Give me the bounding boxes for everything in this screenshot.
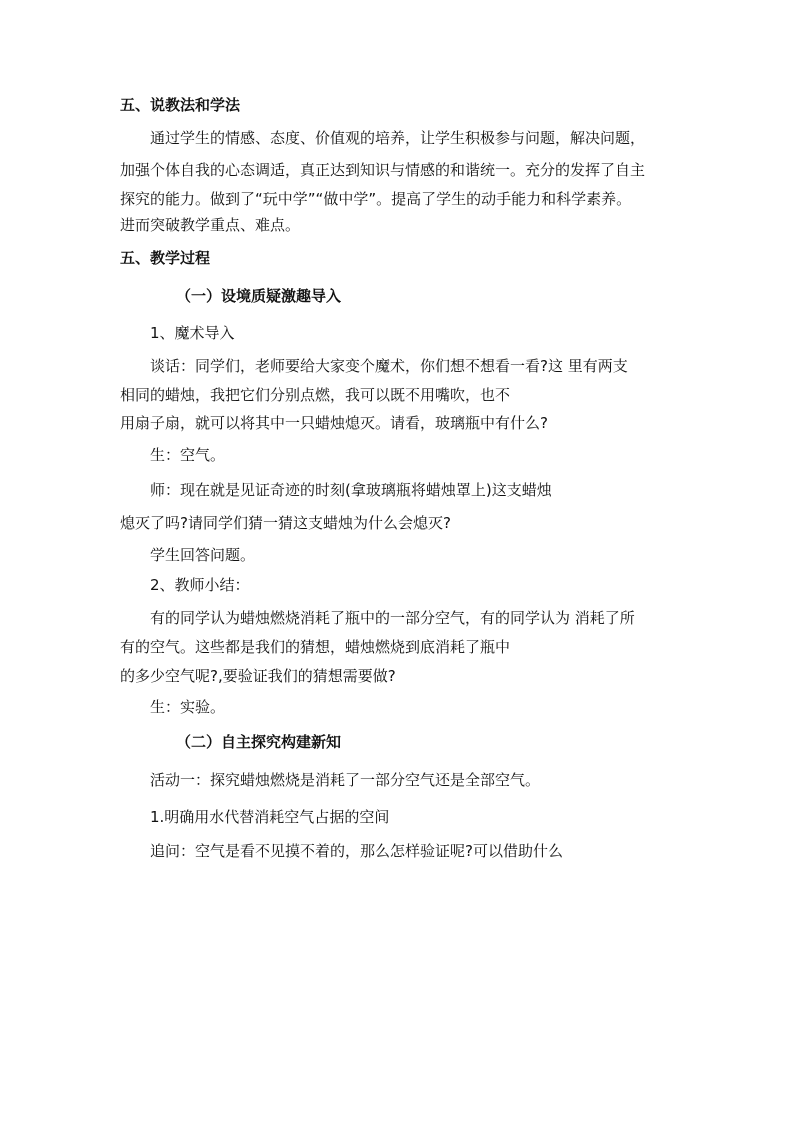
step-1: 1.明确用水代替消耗空气占据的空间 [150,808,390,826]
activity-1: 活动一：探究蜡烛燃烧是消耗了一部分空气还是全部空气。 [150,771,541,789]
method-para-line-3: 探究的能力。做到了“玩中学”“做中学”。提高了学生的动手能力和科学素养。 [120,190,632,208]
talk-line-2: 相同的蜡烛，我把它们分别点燃，我可以既不用嘴吹，也不 [120,386,511,404]
student-answer: 学生回答问题。 [150,546,256,564]
teacher-line-2: 熄灭了吗?请同学们猜一猜这支蜡烛为什么会熄灭? [120,514,451,532]
method-para-line-1: 通过学生的情感、态度、价值观的培养，让学生积极参与问题，解决问题， [150,129,646,147]
student-reply-air: 生：空气。 [150,446,226,464]
section-2-title: （二）自主探究构建新知 [176,733,342,751]
summary-line-3: 的多少空气呢?,要验证我们的猜想需要做? [120,667,396,685]
item-2-title: 2、教师小结： [150,576,250,594]
student-reply-experiment: 生：实验。 [150,698,226,716]
summary-line-1: 有的同学认为蜡烛燃烧消耗了瓶中的一部分空气，有的同学认为 消耗了所 [150,609,635,627]
item-1-title: 1、魔术导入 [150,324,235,342]
followup-question: 追问：空气是看不见摸不着的，那么怎样验证呢?可以借助什么 [150,842,563,860]
talk-line-1: 谈话：同学们，老师要给大家变个魔术，你们想不想看一看?这 里有两支 [150,357,628,375]
teacher-line-1: 师：现在就是见证奇迹的时刻(拿玻璃瓶将蜡烛罩上)这支蜡烛 [150,481,552,499]
heading-teaching-method: 五、说教法和学法 [120,96,241,114]
talk-line-3: 用扇子扇，就可以将其中一只蜡烛熄灭。请看，玻璃瓶中有什么? [120,414,548,432]
heading-teaching-process: 五、教学过程 [120,249,211,267]
method-para-line-2: 加强个体自我的心态调适，真正达到知识与情感的和谐统一。充分的发挥了自主 [120,161,646,179]
summary-line-2: 有的空气。这些都是我们的猜想，蜡烛燃烧到底消耗了瓶中 [120,638,511,656]
section-1-title: （一）设境质疑激趣导入 [176,287,342,305]
method-para-line-4: 进而突破教学重点、难点。 [120,216,301,234]
